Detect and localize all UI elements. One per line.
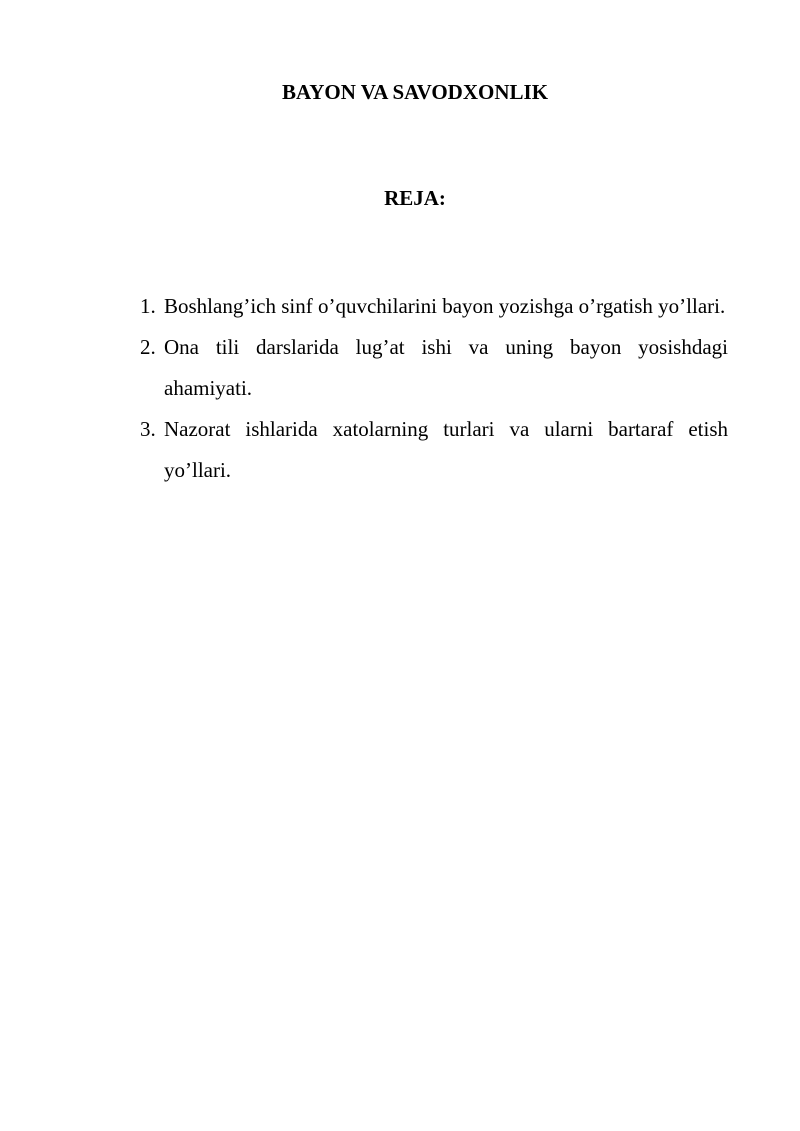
list-item-text: Ona tili darslarida lug’at ishi va uning bayon yosishdagi ahamiyati. bbox=[164, 335, 728, 400]
list-item bbox=[140, 327, 728, 409]
list-item-number: 3. bbox=[140, 417, 156, 441]
document-title: BAYON VA SAVODXONLIK bbox=[281, 80, 549, 104]
plan-heading: REJA: bbox=[384, 186, 446, 210]
list-item bbox=[140, 409, 728, 491]
list-item bbox=[140, 286, 728, 327]
list-item-number: 1. bbox=[140, 294, 156, 318]
list-item-text: Boshlang’ich sinf o’quvchilarini bayon yozishga o’rgatish yo’llari. bbox=[164, 294, 726, 318]
plan-list bbox=[140, 286, 728, 491]
list-item-number: 2. bbox=[140, 335, 156, 359]
list-item-text: Nazorat ishlarida xatolarning turlari va ularni bartaraf etish yo’llari. bbox=[164, 417, 728, 482]
